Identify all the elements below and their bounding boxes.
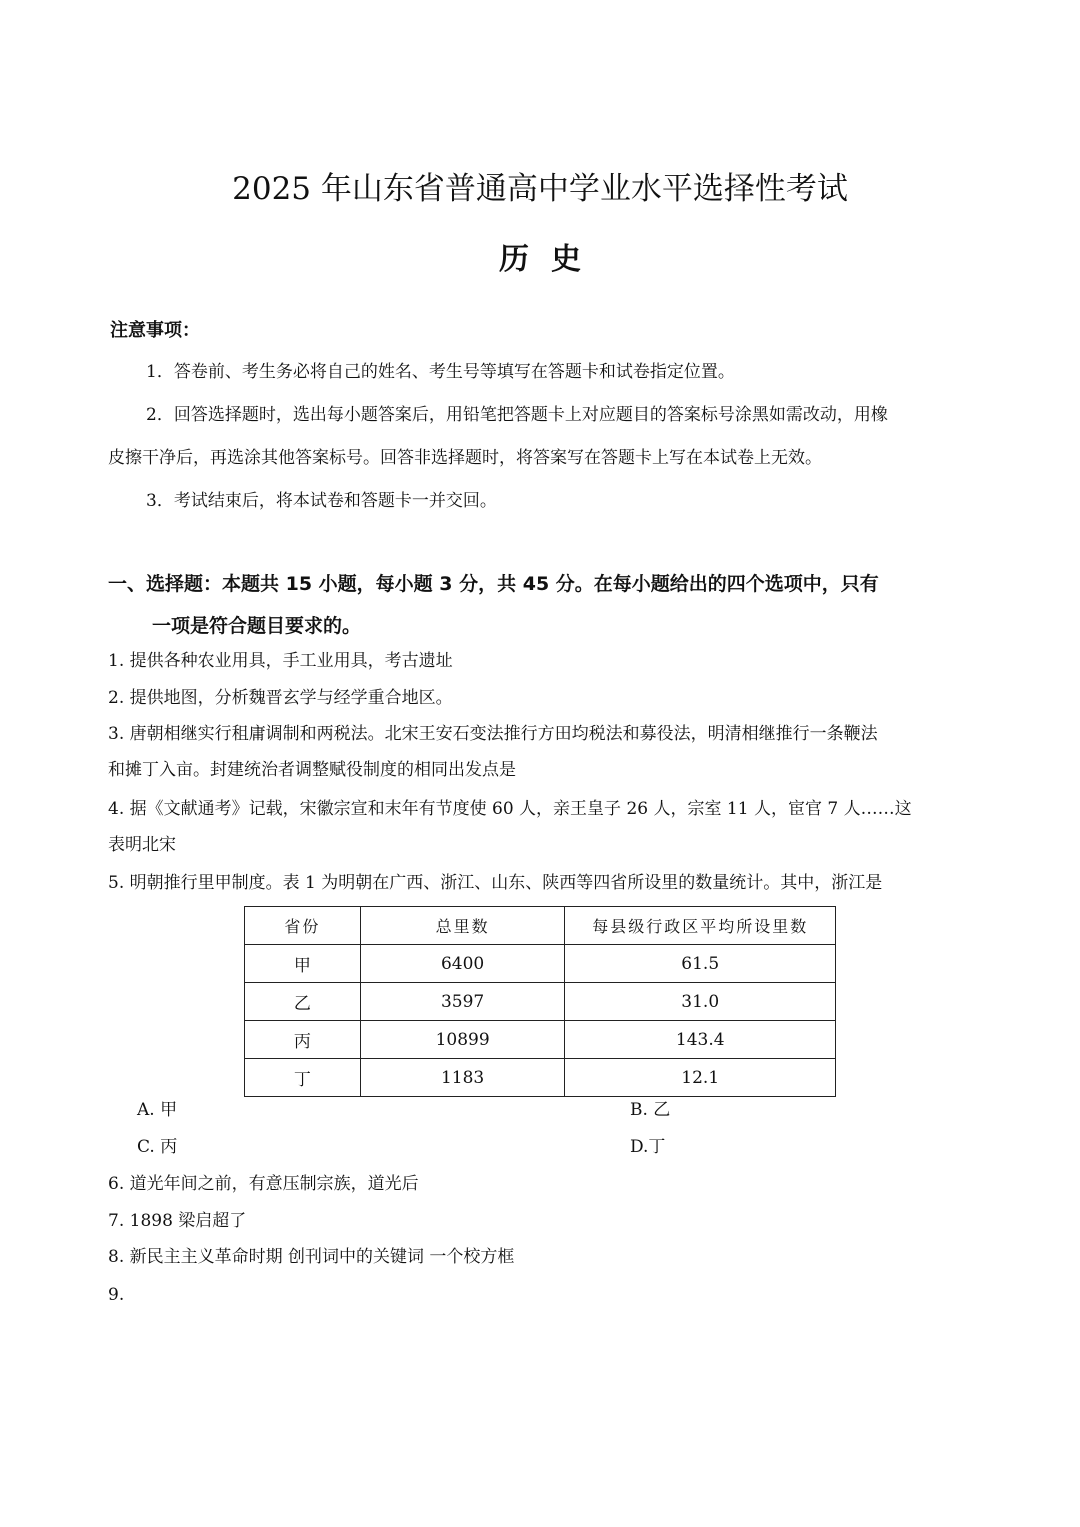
notice-item-2-line-1: 2．回答选择题时，选出每小题答案后，用铅笔把答题卡上对应题目的答案标号涂黑如需改动，用橡	[146, 405, 888, 425]
table-cell: 3597	[360, 983, 565, 1021]
question-8: 8. 新民主主义革命时期 创刊词中的关键词 一个校方框	[108, 1247, 515, 1267]
table-cell: 甲	[245, 945, 361, 983]
table-header-cell: 每县级行政区平均所设里数	[565, 907, 836, 945]
notice-item-3: 3．考试结束后，将本试卷和答题卡一并交回。	[146, 491, 497, 511]
question-9: 9.	[108, 1285, 125, 1305]
question-2: 2. 提供地图，分析魏晋玄学与经学重合地区。	[108, 688, 453, 708]
subject-title: 历史	[499, 242, 603, 277]
exam-title: 2025 年山东省普通高中学业水平选择性考试	[232, 171, 848, 207]
section-1-heading-line-1: 一、选择题：本题共 15 小题，每小题 3 分，共 45 分。在每小题给出的四个选项中，只有	[108, 573, 879, 595]
table-cell: 61.5	[565, 945, 836, 983]
table-header-row	[245, 907, 836, 945]
table-cell: 1183	[360, 1059, 565, 1097]
question-7: 7. 1898 梁启超了	[108, 1211, 247, 1231]
table-row	[245, 983, 836, 1021]
table-row	[245, 945, 836, 983]
table-cell: 12.1	[565, 1059, 836, 1097]
table-cell: 丁	[245, 1059, 361, 1097]
option-a: A. 甲	[137, 1100, 178, 1120]
table-row	[245, 1059, 836, 1097]
section-1-heading-line-2: 一项是符合题目要求的。	[152, 615, 362, 637]
table-cell: 143.4	[565, 1021, 836, 1059]
question-4-line-2: 表明北宋	[108, 835, 176, 855]
table-cell: 10899	[360, 1021, 565, 1059]
table-row	[245, 1021, 836, 1059]
table-cell: 乙	[245, 983, 361, 1021]
question-5: 5. 明朝推行里甲制度。表 1 为明朝在广西、浙江、山东、陕西等四省所设里的数量统计。其中，浙江是	[108, 873, 883, 893]
table-header-cell: 总里数	[360, 907, 565, 945]
notice-heading: 注意事项：	[110, 320, 200, 341]
notice-item-2-line-2: 皮擦干净后，再选涂其他答案标号。回答非选择题时，将答案写在答题卡上写在本试卷上无效。	[108, 448, 822, 468]
question-1: 1. 提供各种农业用具，手工业用具，考古遗址	[108, 651, 453, 671]
province-li-table	[244, 906, 836, 1097]
question-3-line-1: 3. 唐朝相继实行租庸调制和两税法。北宋王安石变法推行方田均税法和募役法，明清相继推行一条鞭法	[108, 724, 878, 744]
question-4-line-1: 4. 据《文献通考》记载，宋徽宗宣和末年有节度使 60 人，亲王皇子 26 人，宗室 11 人，宦官 7 人……这	[108, 799, 912, 819]
table-header-cell: 省份	[245, 907, 361, 945]
option-b: B. 乙	[630, 1100, 671, 1120]
notice-item-1: 1．答卷前、考生务必将自己的姓名、考生号等填写在答题卡和试卷指定位置。	[146, 362, 735, 382]
question-6: 6. 道光年间之前，有意压制宗族，道光后	[108, 1174, 419, 1194]
table-cell: 6400	[360, 945, 565, 983]
table-cell: 丙	[245, 1021, 361, 1059]
option-d: D.丁	[630, 1137, 666, 1157]
table-cell: 31.0	[565, 983, 836, 1021]
option-c: C. 丙	[137, 1137, 178, 1157]
question-3-line-2: 和摊丁入亩。封建统治者调整赋役制度的相同出发点是	[108, 760, 516, 780]
